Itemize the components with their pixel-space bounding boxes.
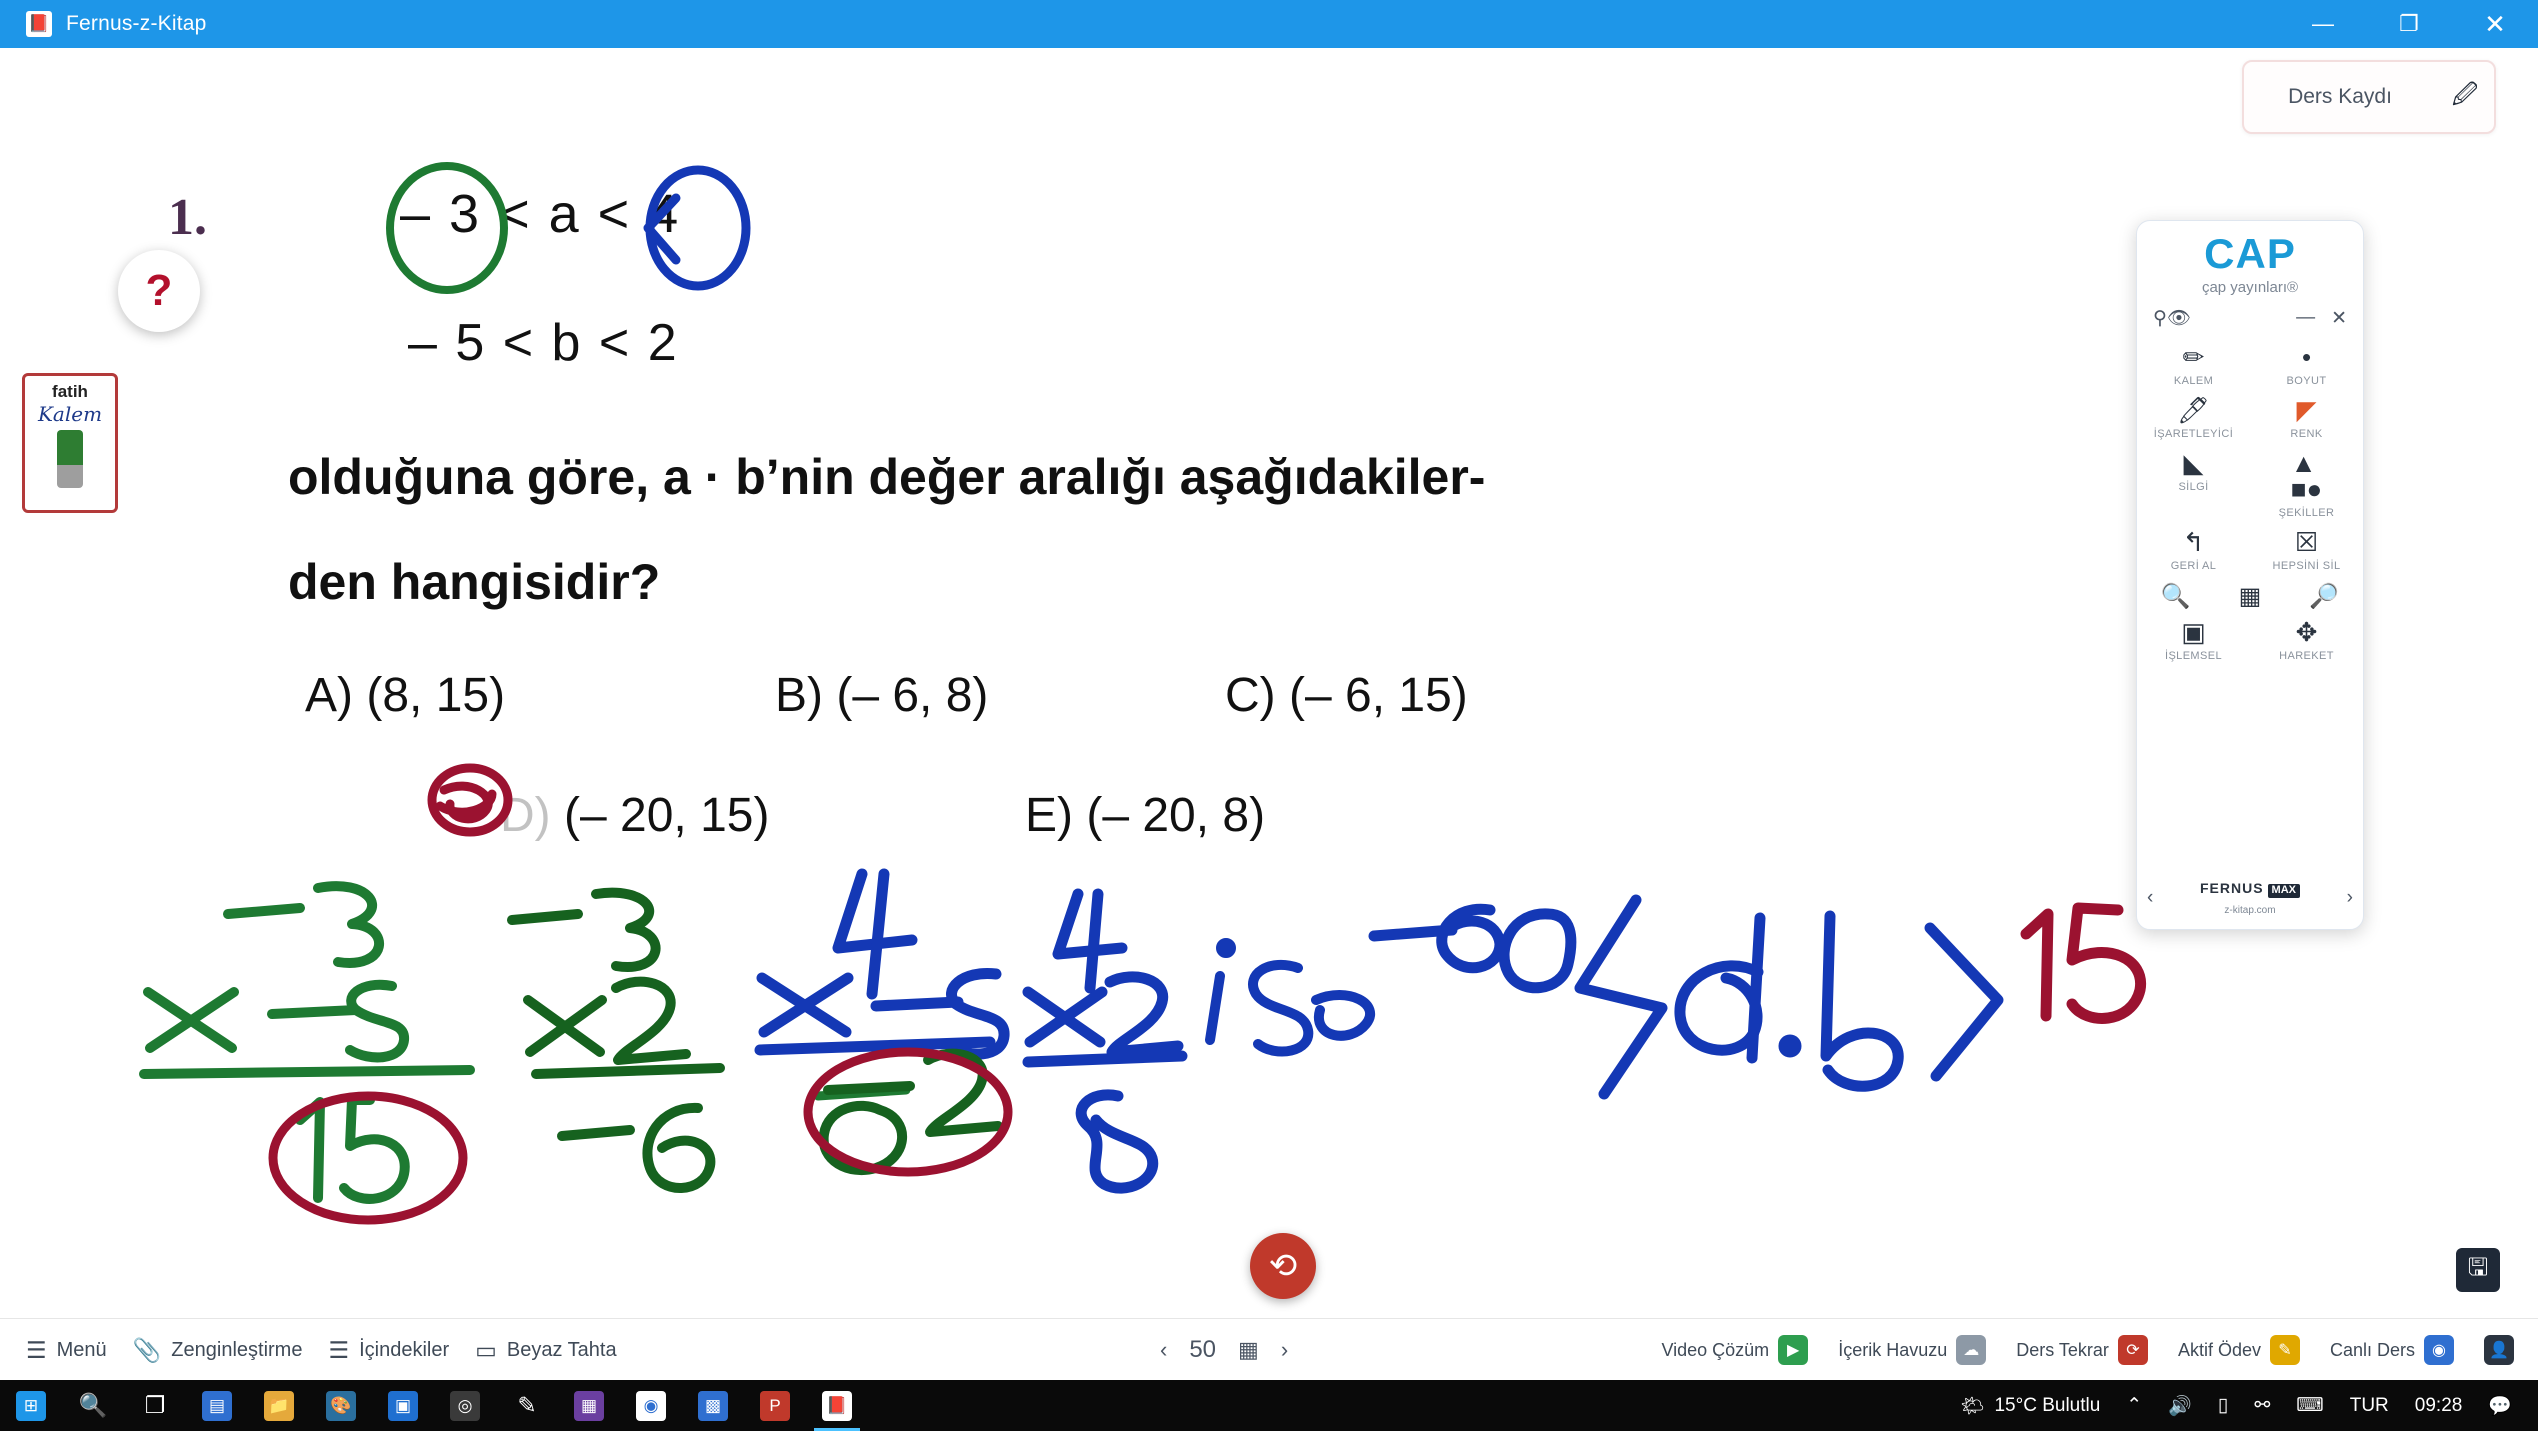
attachment-icon: 📎 bbox=[132, 1336, 162, 1363]
start-button[interactable] bbox=[0, 1380, 62, 1431]
search-button[interactable] bbox=[62, 1380, 124, 1431]
chat-icon: 💬 bbox=[2488, 1395, 2512, 1417]
play-icon[interactable]: ▶ bbox=[1778, 1335, 1808, 1365]
cap-next-button[interactable]: › bbox=[2346, 887, 2353, 908]
tool-boyut[interactable] bbox=[2250, 338, 2363, 389]
canli-ders-button[interactable] bbox=[2330, 1335, 2454, 1365]
battery-icon: ▯ bbox=[2217, 1395, 2229, 1416]
calculator-app[interactable] bbox=[186, 1380, 248, 1431]
chevron-up-icon: ⌃ bbox=[2126, 1395, 2143, 1416]
cap-subtitle: çap yayınları® bbox=[2201, 279, 2299, 296]
question-prompt-line-1: olduğuna göre, a · b’nin değer aralığı aşağıdakiler- bbox=[288, 449, 1486, 505]
system-tray bbox=[1950, 1380, 2538, 1431]
board-icon: ▭ bbox=[475, 1336, 497, 1363]
color-drop-icon: ◤ bbox=[2296, 395, 2317, 425]
pen-icon bbox=[57, 430, 83, 488]
tool-isaretleyici[interactable] bbox=[2137, 391, 2250, 442]
taskview-icon: ❐ bbox=[144, 1392, 166, 1418]
canli-ders-label: Canlı Ders bbox=[2329, 1339, 2415, 1360]
cap-window-row bbox=[2137, 296, 2363, 332]
mode-hareket[interactable] bbox=[2250, 613, 2363, 664]
move-icon: ✥ bbox=[2295, 617, 2318, 647]
volume-button[interactable] bbox=[2158, 1380, 2202, 1431]
language-label: TUR bbox=[2349, 1394, 2389, 1416]
fatih-kalem-line2: Kalem bbox=[37, 402, 103, 426]
user-avatar[interactable] bbox=[2484, 1335, 2514, 1365]
option-d[interactable] bbox=[500, 788, 769, 843]
pencil-icon: ✏ bbox=[2182, 342, 2205, 372]
mode-islemsel[interactable] bbox=[2137, 613, 2250, 664]
tool-renk[interactable] bbox=[2250, 391, 2363, 442]
aktif-odev-label: Aktif Ödev bbox=[2177, 1339, 2261, 1360]
tool-sekiller-label: ŞEKİLLER bbox=[2278, 507, 2335, 519]
eye-icon[interactable]: 👁 bbox=[2166, 308, 2192, 329]
option-e-text: (– 20, 8) bbox=[1086, 789, 1266, 842]
opera-icon: ◎ bbox=[450, 1391, 480, 1421]
zoom-in-icon[interactable]: 🔍 bbox=[2160, 583, 2191, 610]
file-explorer-app[interactable] bbox=[248, 1380, 310, 1431]
option-a-text: (8, 15) bbox=[366, 669, 506, 722]
tool-geri-al[interactable] bbox=[2137, 523, 2250, 574]
minimize-button[interactable]: — bbox=[2312, 11, 2334, 36]
menu-label: Menü bbox=[56, 1338, 107, 1361]
cap-brand-site: z-kitap.com bbox=[2224, 905, 2276, 916]
icerik-havuzu-label: İçerik Havuzu bbox=[1838, 1339, 1948, 1360]
option-a-key: A) bbox=[305, 669, 353, 722]
list-icon: ☰ bbox=[328, 1336, 350, 1363]
icindekiler-label: İçindekiler bbox=[359, 1338, 450, 1361]
toolbar-right-items bbox=[1631, 1335, 2514, 1365]
beyaz-tahta-label: Beyaz Tahta bbox=[506, 1338, 617, 1361]
select-icon: ▣ bbox=[2181, 617, 2206, 647]
tray-expand-button[interactable] bbox=[2116, 1380, 2152, 1431]
icerik-havuzu-button[interactable] bbox=[1838, 1335, 1986, 1365]
option-e[interactable] bbox=[1025, 788, 1265, 843]
paint-icon: 🎨 bbox=[326, 1391, 356, 1421]
question-number: 1. bbox=[168, 189, 207, 246]
option-c[interactable] bbox=[1225, 668, 1468, 723]
beyaz-tahta-button[interactable] bbox=[475, 1337, 616, 1364]
weather-text: 15°C Bulutlu bbox=[1994, 1394, 2101, 1416]
notification-button[interactable] bbox=[2478, 1380, 2522, 1431]
zenginlestirme-label: Zenginleştirme bbox=[171, 1338, 303, 1361]
cap-tool-grid bbox=[2137, 338, 2363, 574]
tool-silgi[interactable] bbox=[2137, 444, 2250, 521]
tool-isaretleyici-label: İŞARETLEYİCİ bbox=[2153, 428, 2234, 440]
fatih-kalem-tool[interactable] bbox=[22, 373, 118, 513]
option-c-key: C) bbox=[1225, 669, 1276, 722]
close-button[interactable]: ✕ bbox=[2484, 8, 2506, 39]
grid-icon[interactable]: ▦ bbox=[2238, 583, 2262, 610]
shapes-icon: ▲ ■● bbox=[2290, 448, 2323, 504]
option-e-key: E) bbox=[1025, 789, 1073, 842]
mode-islemsel-label: İŞLEMSEL bbox=[2164, 650, 2222, 662]
video-cozum-label: Video Çözüm bbox=[1661, 1339, 1770, 1360]
title-bar bbox=[0, 0, 2538, 48]
task-view-button[interactable] bbox=[124, 1380, 186, 1431]
search-icon: 🔍 bbox=[78, 1392, 108, 1418]
fernus-app[interactable] bbox=[806, 1380, 868, 1431]
option-b-text: (– 6, 8) bbox=[836, 669, 989, 722]
chrome-icon: ◉ bbox=[636, 1391, 666, 1421]
cloud-icon[interactable]: ☁ bbox=[1956, 1335, 1986, 1365]
page-next-button[interactable]: › bbox=[1280, 1337, 1289, 1362]
tool-kalem[interactable] bbox=[2137, 338, 2250, 389]
ders-tekrar-button[interactable] bbox=[2016, 1335, 2148, 1365]
clock[interactable] bbox=[2405, 1380, 2473, 1431]
chrome-app[interactable] bbox=[620, 1380, 682, 1431]
tool-hepsini-sil[interactable] bbox=[2250, 523, 2363, 574]
store-app[interactable] bbox=[682, 1380, 744, 1431]
language-button[interactable] bbox=[2340, 1380, 2399, 1431]
undo-icon: ↰ bbox=[2182, 527, 2205, 557]
app-bottom-toolbar bbox=[0, 1318, 2538, 1381]
clock-time: 09:28 bbox=[2414, 1394, 2463, 1416]
cap-brand bbox=[2200, 878, 2300, 918]
folder-icon: 📁 bbox=[264, 1391, 294, 1421]
homework-icon[interactable]: ✎ bbox=[2270, 1335, 2300, 1365]
cap-close-icon[interactable]: ✕ bbox=[2331, 307, 2347, 329]
aktif-odev-button[interactable] bbox=[2178, 1335, 2300, 1365]
avatar-icon: 👤 bbox=[2484, 1335, 2514, 1365]
cap-toolbox[interactable] bbox=[2136, 220, 2364, 930]
media-icon: ▣ bbox=[388, 1391, 418, 1421]
maximize-button[interactable]: ❐ bbox=[2399, 11, 2419, 36]
app-book-icon: 📕 bbox=[26, 11, 52, 37]
powerpoint-icon: P bbox=[760, 1391, 790, 1421]
ders-kaydi-button[interactable] bbox=[2242, 60, 2496, 134]
ders-tekrar-label: Ders Tekrar bbox=[2016, 1339, 2109, 1360]
cap-minimize-icon[interactable]: — bbox=[2296, 307, 2316, 328]
option-b[interactable] bbox=[775, 668, 988, 723]
window-controls bbox=[2280, 0, 2538, 48]
help-question-badge[interactable]: ? bbox=[118, 250, 200, 332]
pen-app[interactable] bbox=[496, 1380, 558, 1431]
windows-icon: ⊞ bbox=[16, 1391, 46, 1421]
reload-icon[interactable]: ⟲ bbox=[1250, 1233, 1316, 1299]
battery-button[interactable] bbox=[2208, 1380, 2238, 1431]
zenginlestirme-button[interactable] bbox=[133, 1337, 303, 1364]
notes-icon: ▦ bbox=[574, 1391, 604, 1421]
page-navigator bbox=[1160, 1336, 1288, 1364]
question-prompt-line-2: den hangisidir? bbox=[288, 554, 661, 610]
network-button[interactable] bbox=[2244, 1380, 2280, 1431]
tool-boyut-label: BOYUT bbox=[2286, 375, 2327, 387]
keyboard-icon: ⌨ bbox=[2296, 1395, 2324, 1416]
keyboard-button[interactable] bbox=[2286, 1380, 2333, 1431]
tool-kalem-label: KALEM bbox=[2173, 375, 2214, 387]
ders-kaydi-label: Ders Kaydı bbox=[2288, 85, 2392, 108]
store-icon: ▩ bbox=[698, 1391, 728, 1421]
cap-zoom-row bbox=[2137, 582, 2363, 611]
menu-button[interactable] bbox=[26, 1337, 107, 1364]
icindekiler-button[interactable] bbox=[328, 1337, 449, 1364]
tool-hepsini-sil-label: HEPSİNİ SİL bbox=[2272, 560, 2341, 572]
cap-prev-button[interactable]: ‹ bbox=[2147, 887, 2154, 908]
mode-hareket-label: HAREKET bbox=[2279, 650, 2334, 662]
opera-app[interactable] bbox=[434, 1380, 496, 1431]
tool-renk-label: RENK bbox=[2290, 428, 2323, 440]
tool-silgi-label: SİLGİ bbox=[2178, 481, 2209, 493]
marker-icon: 🖊 bbox=[2176, 395, 2210, 425]
pin-icon[interactable]: ⚲ bbox=[2153, 307, 2167, 329]
pen-icon: ✎ bbox=[517, 1392, 537, 1418]
cap-footer bbox=[2147, 877, 2353, 919]
window-title: Fernus-z-Kitap bbox=[66, 12, 207, 35]
option-c-text: (– 6, 15) bbox=[1289, 669, 1468, 722]
windows-taskbar bbox=[0, 1380, 2538, 1431]
save-icon[interactable]: 🖫 bbox=[2456, 1248, 2500, 1292]
cap-logo: CAP bbox=[2204, 230, 2296, 277]
live-icon[interactable]: ◉ bbox=[2424, 1335, 2454, 1365]
powerpoint-app[interactable] bbox=[744, 1380, 806, 1431]
zoom-out-icon[interactable]: 🔎 bbox=[2309, 583, 2340, 610]
volume-icon: 🔊 bbox=[2168, 1395, 2192, 1417]
fatih-kalem-line1: fatih bbox=[52, 382, 88, 401]
option-b-key: B) bbox=[775, 669, 823, 722]
thumbnails-icon[interactable]: ▦ bbox=[1238, 1337, 1259, 1362]
calculator-icon: ▤ bbox=[202, 1391, 232, 1421]
menu-icon: ☰ bbox=[26, 1336, 47, 1363]
weather-icon: 🌤 bbox=[1960, 1395, 1985, 1417]
dot-icon: • bbox=[2301, 342, 2312, 372]
book-icon: 📕 bbox=[822, 1391, 852, 1421]
page-prev-button[interactable]: ‹ bbox=[1160, 1337, 1168, 1362]
media-app[interactable] bbox=[372, 1380, 434, 1431]
option-d-text: (– 20, 15) bbox=[564, 789, 770, 842]
delete-all-icon: ☒ bbox=[2294, 527, 2319, 557]
option-d-key: D) bbox=[500, 789, 551, 842]
video-cozum-button[interactable] bbox=[1661, 1335, 1808, 1365]
notes-app[interactable] bbox=[558, 1380, 620, 1431]
edit-square-icon[interactable]: 🖉 bbox=[2451, 80, 2479, 109]
tool-sekiller[interactable] bbox=[2250, 444, 2363, 521]
inequality-line-1: – 3 < a < 4 bbox=[400, 184, 681, 244]
page-number[interactable]: 50 bbox=[1189, 1336, 1217, 1363]
weather-widget[interactable] bbox=[1950, 1380, 2110, 1431]
page-canvas[interactable] bbox=[0, 48, 2538, 1318]
cap-mode-grid bbox=[2137, 613, 2363, 664]
cap-brand-name: FERNUS bbox=[2199, 880, 2264, 897]
paint-app[interactable] bbox=[310, 1380, 372, 1431]
cap-brand-tag: MAX bbox=[2268, 884, 2300, 898]
option-a[interactable] bbox=[305, 668, 505, 723]
network-icon: ⚯ bbox=[2254, 1395, 2271, 1416]
repeat-icon[interactable]: ⟳ bbox=[2118, 1335, 2148, 1365]
eraser-icon: ◣ bbox=[2183, 448, 2204, 478]
inequality-line-2: – 5 < b < 2 bbox=[408, 314, 679, 372]
tool-geri-al-label: GERİ AL bbox=[2170, 560, 2217, 572]
